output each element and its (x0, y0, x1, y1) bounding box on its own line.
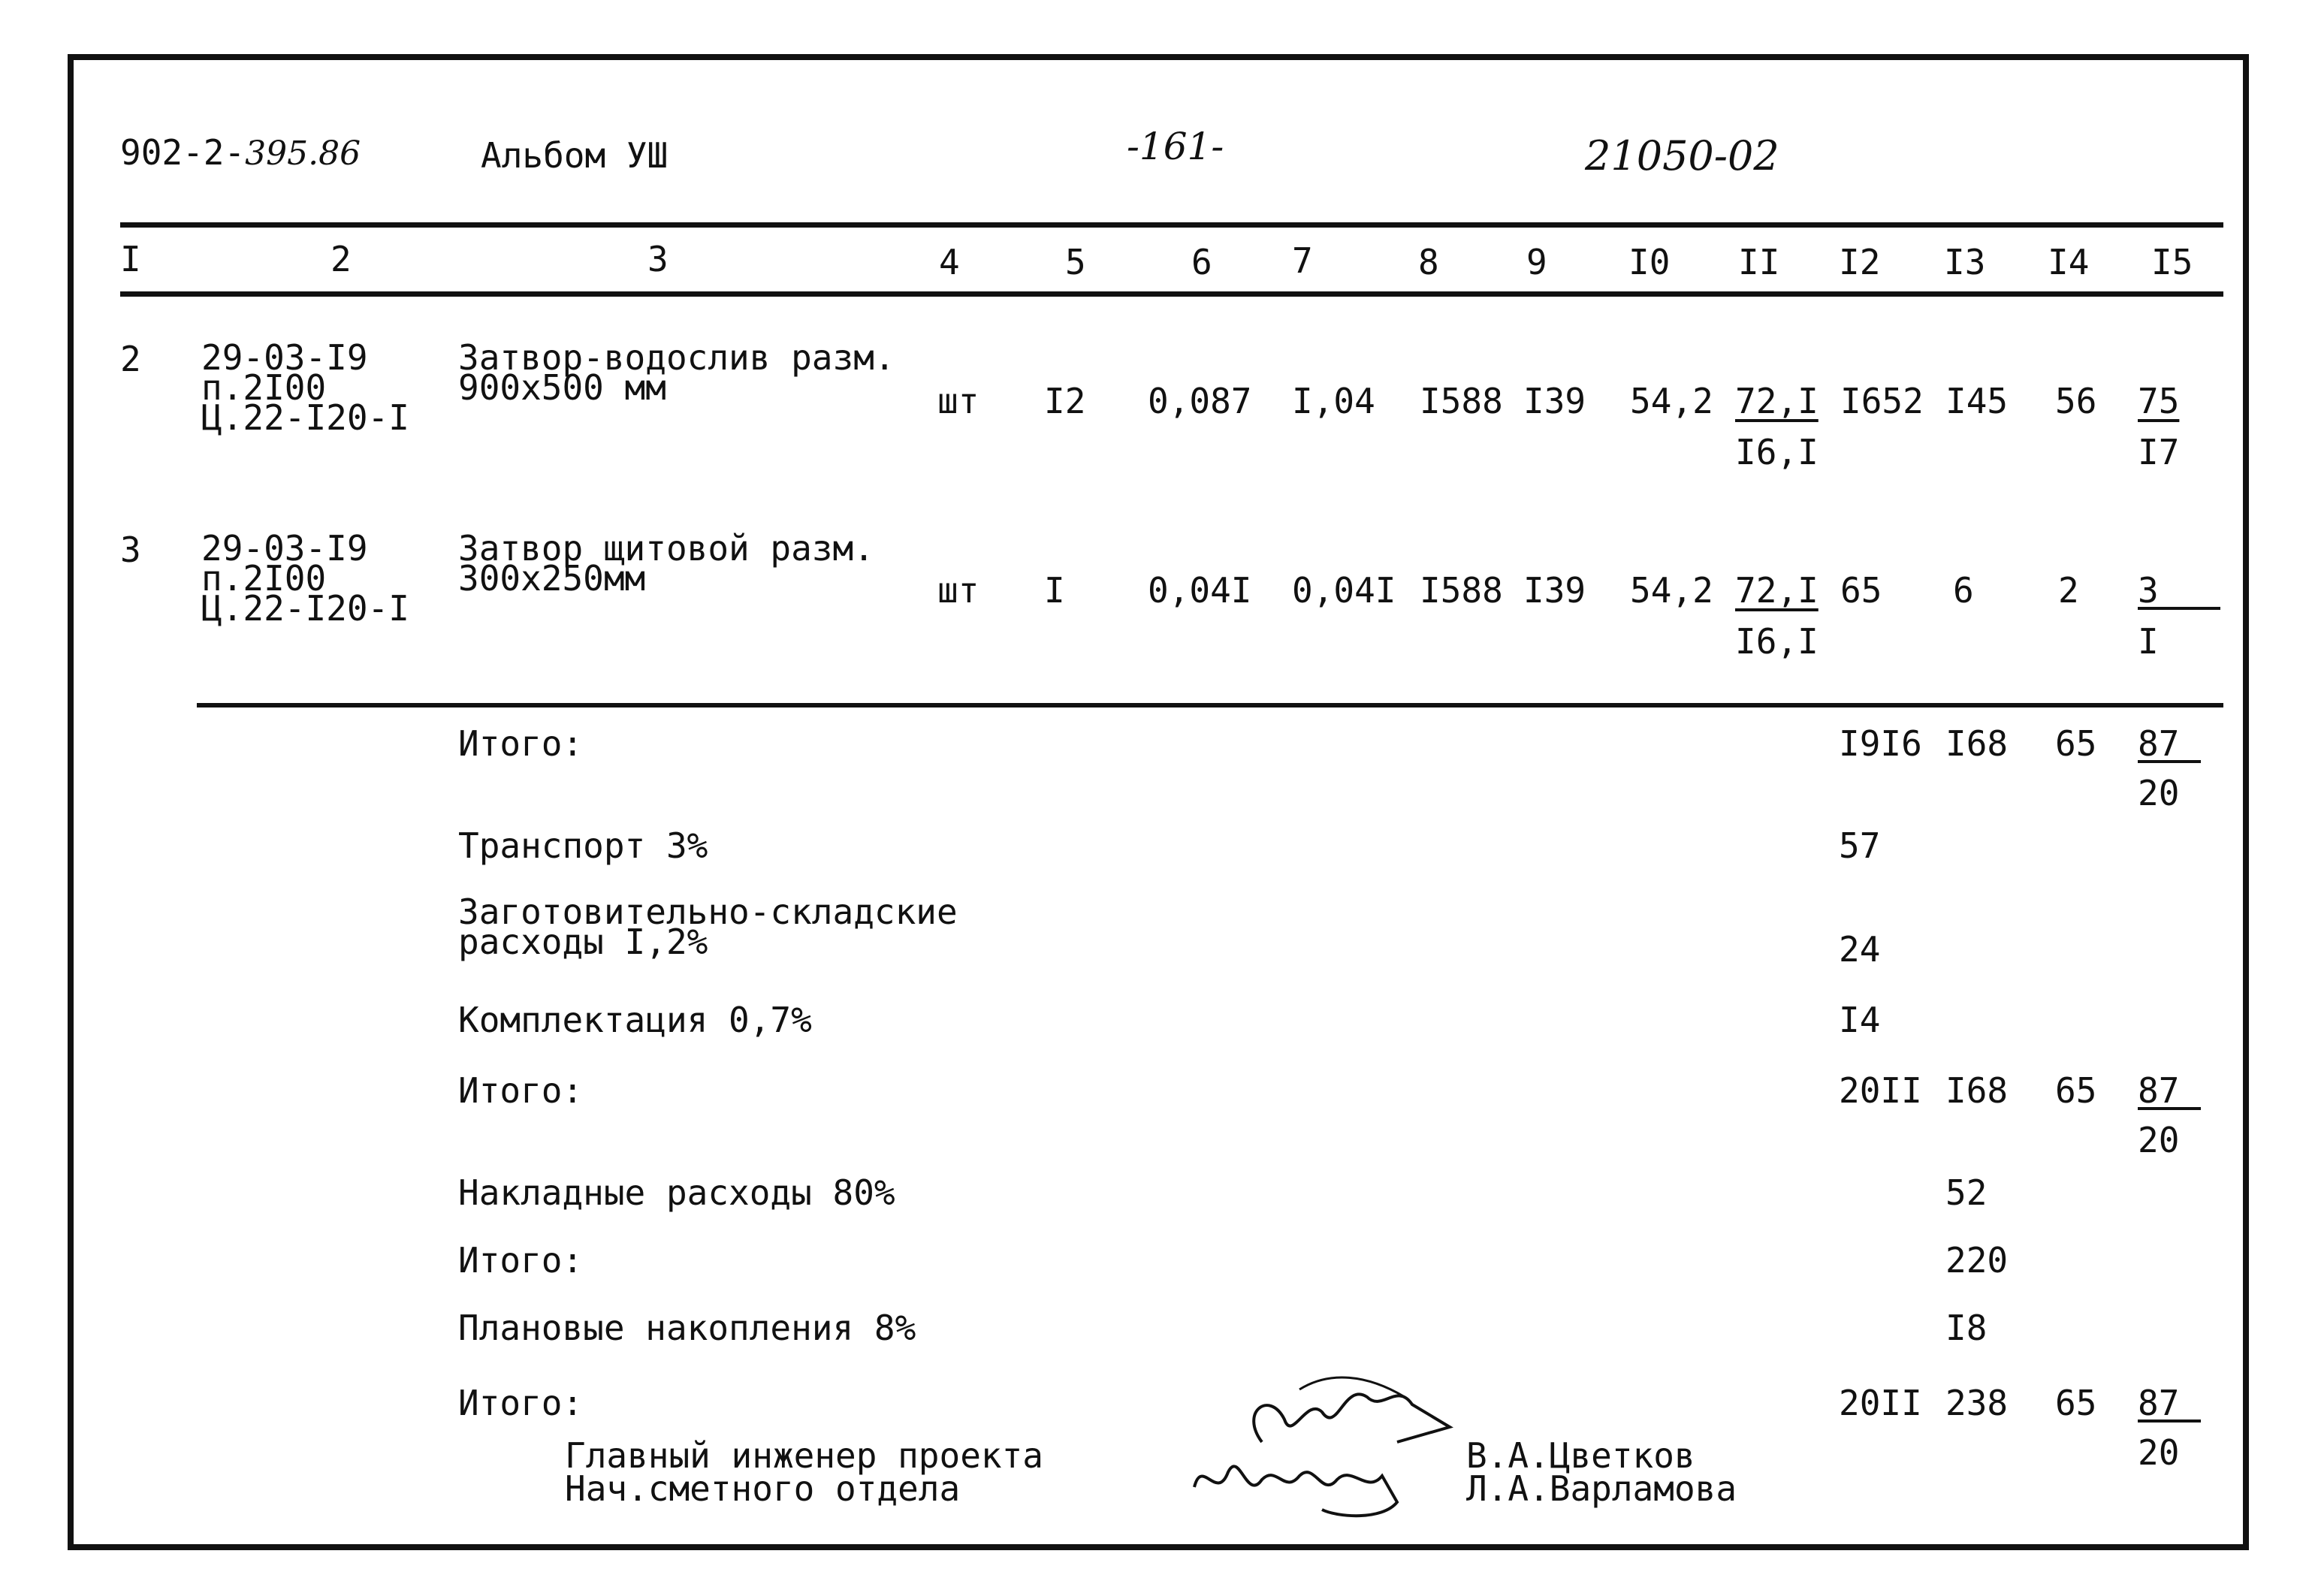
row-col14: 56 (2055, 381, 2097, 421)
summary-label: Итого: (458, 1240, 584, 1281)
doc-code-suffix: 395.86 (245, 134, 361, 173)
row-col11-top: 72,I (1735, 381, 1819, 421)
row-number: 2 (120, 339, 141, 379)
col-header-8: 8 (1418, 242, 1439, 282)
row-col7: I,04 (1292, 381, 1375, 421)
summary-col12: I4 (1839, 1000, 1881, 1040)
row-code: 29-03-I9 п.2I00 Ц.22-I20-I (201, 528, 409, 629)
summary-col15-bottom: 20 (2138, 1432, 2180, 1473)
row-col6: 0,04I (1148, 570, 1252, 611)
summary-label: Итого: (458, 723, 584, 764)
col-header-2: 2 (331, 239, 352, 279)
col-header-10: I0 (1628, 242, 1671, 282)
row-col13: I45 (1945, 381, 2009, 421)
signature-name-estimates-head: Л.А.Варламова (1466, 1468, 1737, 1509)
doc-code-prefix: 902-2- (120, 132, 246, 173)
row-qty: I (1044, 570, 1065, 611)
row-col8: I588 (1420, 570, 1503, 611)
summary-col12: 57 (1839, 825, 1881, 866)
summary-col14: 65 (2055, 723, 2097, 764)
header-rule-bottom (120, 291, 2223, 297)
handwritten-signature-2 (1187, 1442, 1412, 1525)
totals-rule (197, 703, 2223, 707)
row-name: Затвор-водослив разм. 900х500 мм (458, 337, 895, 408)
summary-col12: 20II (1839, 1070, 1922, 1111)
summary-col15-bottom: 20 (2138, 1120, 2180, 1160)
row-col15-top (2138, 570, 2220, 611)
summary-col15-top (2138, 1383, 2201, 1423)
row-col11-bottom: I6,I (1735, 621, 1819, 662)
summary-col15-top (2138, 723, 2201, 764)
row-col6: 0,087 (1148, 381, 1252, 421)
summary-col13: 238 (1945, 1383, 2009, 1423)
page-number: -161- (1127, 125, 1224, 168)
col-header-5: 5 (1065, 242, 1086, 282)
row-number: 3 (120, 529, 141, 570)
summary-col12: 20II (1839, 1383, 1922, 1423)
signature-title-estimates-head: Нач.сметного отдела (565, 1468, 961, 1509)
row-name: Затвор щитовой разм. 300х250мм (458, 528, 874, 599)
col-header-13: I3 (1944, 242, 1986, 282)
row-col8: I588 (1420, 381, 1503, 421)
col-header-1: I (120, 239, 141, 279)
signature-name-chief-engineer: В.А.Цветков (1466, 1435, 1695, 1476)
row-col15-top-value: 3 (2138, 570, 2159, 611)
summary-col13: I68 (1945, 1070, 2009, 1111)
summary-label: Комплектация 0,7% (458, 1000, 812, 1040)
summary-label: Итого: (458, 1070, 584, 1111)
summary-label: Плановые накопления 8% (458, 1308, 916, 1348)
col-header-12: I2 (1839, 242, 1881, 282)
summary-col13: 220 (1945, 1240, 2009, 1281)
row-col15-bottom: I (2138, 621, 2159, 662)
summary-col12: 24 (1839, 929, 1881, 970)
summary-col15-top-value: 87 (2138, 1070, 2180, 1111)
summary-col13: 52 (1945, 1172, 1988, 1213)
row-col15-top: 75 (2138, 381, 2180, 421)
album-label: Альбом УШ (481, 135, 669, 176)
row-col11-bottom: I6,I (1735, 432, 1819, 472)
row-qty: I2 (1044, 381, 1086, 421)
row-col9: I39 (1523, 381, 1586, 421)
row-unit: шт (937, 570, 979, 611)
summary-label: Транспорт 3% (458, 825, 708, 866)
row-col15-bottom: I7 (2138, 432, 2180, 472)
summary-col13: I8 (1945, 1308, 1988, 1348)
summary-label: Накладные расходы 80% (458, 1172, 895, 1213)
row-col13: 6 (1953, 570, 1974, 611)
col-header-14: I4 (2048, 242, 2090, 282)
row-col12: 65 (1840, 570, 1882, 611)
signature-title-chief-engineer: Главный инженер проекта (565, 1435, 1043, 1476)
row-col10: 54,2 (1630, 381, 1713, 421)
document-number: 21050-02 (1585, 132, 1779, 180)
col-header-11: II (1738, 242, 1780, 282)
col-header-6: 6 (1191, 242, 1212, 282)
summary-col14: 65 (2055, 1383, 2097, 1423)
header-rule-top (120, 222, 2223, 228)
row-code: 29-03-I9 п.2I00 Ц.22-I20-I (201, 337, 409, 438)
row-col11-top: 72,I (1735, 570, 1819, 611)
summary-col15-top (2138, 1070, 2201, 1111)
summary-label: Итого: (458, 1383, 584, 1423)
row-col10: 54,2 (1630, 570, 1713, 611)
summary-col15-top-value: 87 (2138, 1383, 2180, 1423)
col-header-7: 7 (1292, 240, 1313, 281)
summary-label: Заготовительно-складские расходы I,2% (458, 892, 958, 962)
row-col12: I652 (1840, 381, 1924, 421)
col-header-3: 3 (647, 239, 669, 279)
row-col9: I39 (1523, 570, 1586, 611)
document-frame (68, 54, 2249, 1550)
summary-col12: I9I6 (1839, 723, 1922, 764)
summary-col14: 65 (2055, 1070, 2097, 1111)
doc-code (120, 132, 361, 173)
summary-col15-top-value: 87 (2138, 723, 2180, 764)
row-col14: 2 (2058, 570, 2079, 611)
col-header-9: 9 (1526, 242, 1547, 282)
col-header-4: 4 (939, 242, 960, 282)
col-header-15: I5 (2151, 242, 2193, 282)
summary-col13: I68 (1945, 723, 2009, 764)
row-col7: 0,04I (1292, 570, 1396, 611)
summary-col15-bottom: 20 (2138, 773, 2180, 813)
row-unit: шт (937, 381, 979, 421)
